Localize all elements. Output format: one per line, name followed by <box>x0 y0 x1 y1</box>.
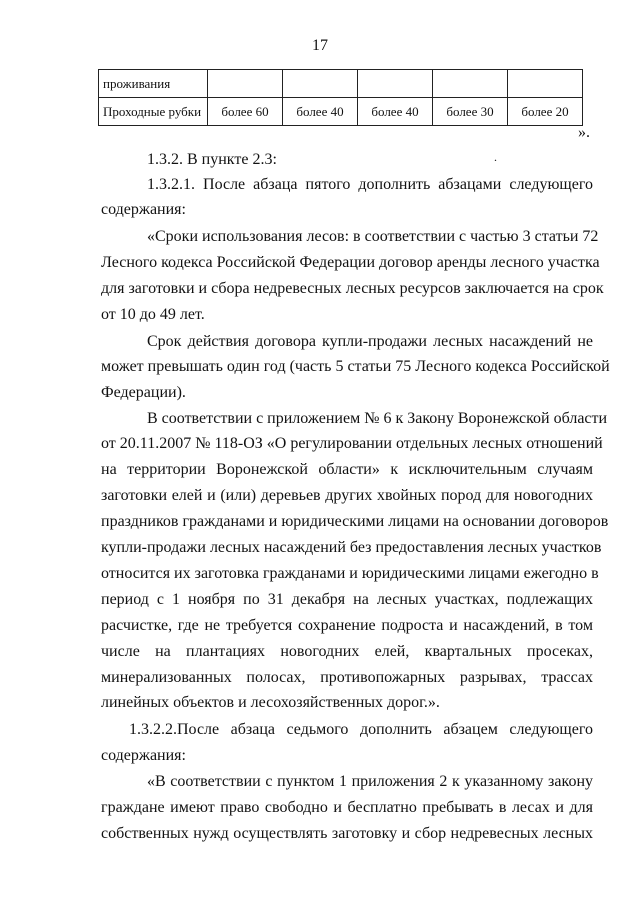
table-cell <box>508 70 583 98</box>
text-line: на территории Воронежской области» к исключительным случаям <box>101 461 593 478</box>
table-cell <box>433 70 508 98</box>
felling-table <box>98 69 583 126</box>
text-line: 1.3.2. В пункте 2.3: <box>147 151 277 168</box>
text-line: купли-продажи лесных насаждений без предоставления лесных участков <box>101 539 602 556</box>
text-line: 1.3.2.1. После абзаца пятого дополнить абзацами следующего <box>147 176 593 193</box>
text-line: от 20.11.2007 № 118-ОЗ «О регулировании отдельных лесных отношений <box>101 435 603 452</box>
text-line: относится их заготовка гражданами и юридическими лицами ежегодно в <box>101 565 599 582</box>
text-line: праздников гражданами и юридическими лицами на основании договоров <box>101 513 609 530</box>
table-row <box>99 70 583 98</box>
page-number: 17 <box>312 37 328 54</box>
table-cell <box>283 70 358 98</box>
table-cell-label: проживания <box>99 70 208 98</box>
text-line: содержания: <box>101 201 186 218</box>
text-line: от 10 до 49 лет. <box>101 306 205 323</box>
text-line: Срок действия договора купли-продажи лесных насаждений не <box>147 333 593 350</box>
table-cell: более 20 <box>508 98 583 126</box>
text-line: «Сроки использования лесов: в соответствии с частью 3 статьи 72 <box>147 228 599 245</box>
text-line: числе на плантациях новогодних елей, квартальных просеках, <box>101 643 593 660</box>
text-line: собственных нужд осуществлять заготовку и сбор недревесных лесных <box>101 825 593 842</box>
text-line: «В соответствии с пунктом 1 приложения 2 к указанному закону <box>147 773 593 790</box>
table-row <box>99 98 583 126</box>
text-line: линейных объектов и лесохозяйственных дорог.». <box>101 694 440 711</box>
text-line: минерализованных полосах, противопожарных разрывах, трассах <box>101 669 593 686</box>
text-line: граждане имеют право свободно и бесплатно пребывать в лесах и для <box>101 799 593 816</box>
text-line: заготовки елей и (или) деревьев других хвойных пород для новогодних <box>101 487 593 504</box>
text-line: период с 1 ноября по 31 декабря на лесных участках, подлежащих <box>101 591 593 608</box>
table-cell: более 30 <box>433 98 508 126</box>
text-line: В соответствии с приложением № 6 к Закону Воронежской области <box>147 410 608 427</box>
table-cell: более 60 <box>208 98 283 126</box>
stray-dot: . <box>494 150 497 164</box>
table-cell <box>208 70 283 98</box>
text-line: для заготовки и сбора недревесных лесных ресурсов заключается на срок <box>101 280 604 297</box>
table-cell: более 40 <box>358 98 433 126</box>
table-cell: более 40 <box>283 98 358 126</box>
text-line: может превышать один год (часть 5 статьи 75 Лесного кодекса Российской <box>101 358 610 375</box>
text-line: 1.3.2.2.После абзаца седьмого дополнить абзацем следующего <box>129 721 593 738</box>
text-line: Федерации). <box>101 384 186 401</box>
text-line: Лесного кодекса Российской Федерации договор аренды лесного участка <box>101 254 600 271</box>
table-cell <box>358 70 433 98</box>
text-line: содержания: <box>101 747 186 764</box>
table-cell-label: Проходные рубки <box>99 98 208 126</box>
quote-close: ». <box>578 124 590 141</box>
text-line: расчистке, где не требуется сохранение подроста и насаждений, в том <box>101 617 593 634</box>
